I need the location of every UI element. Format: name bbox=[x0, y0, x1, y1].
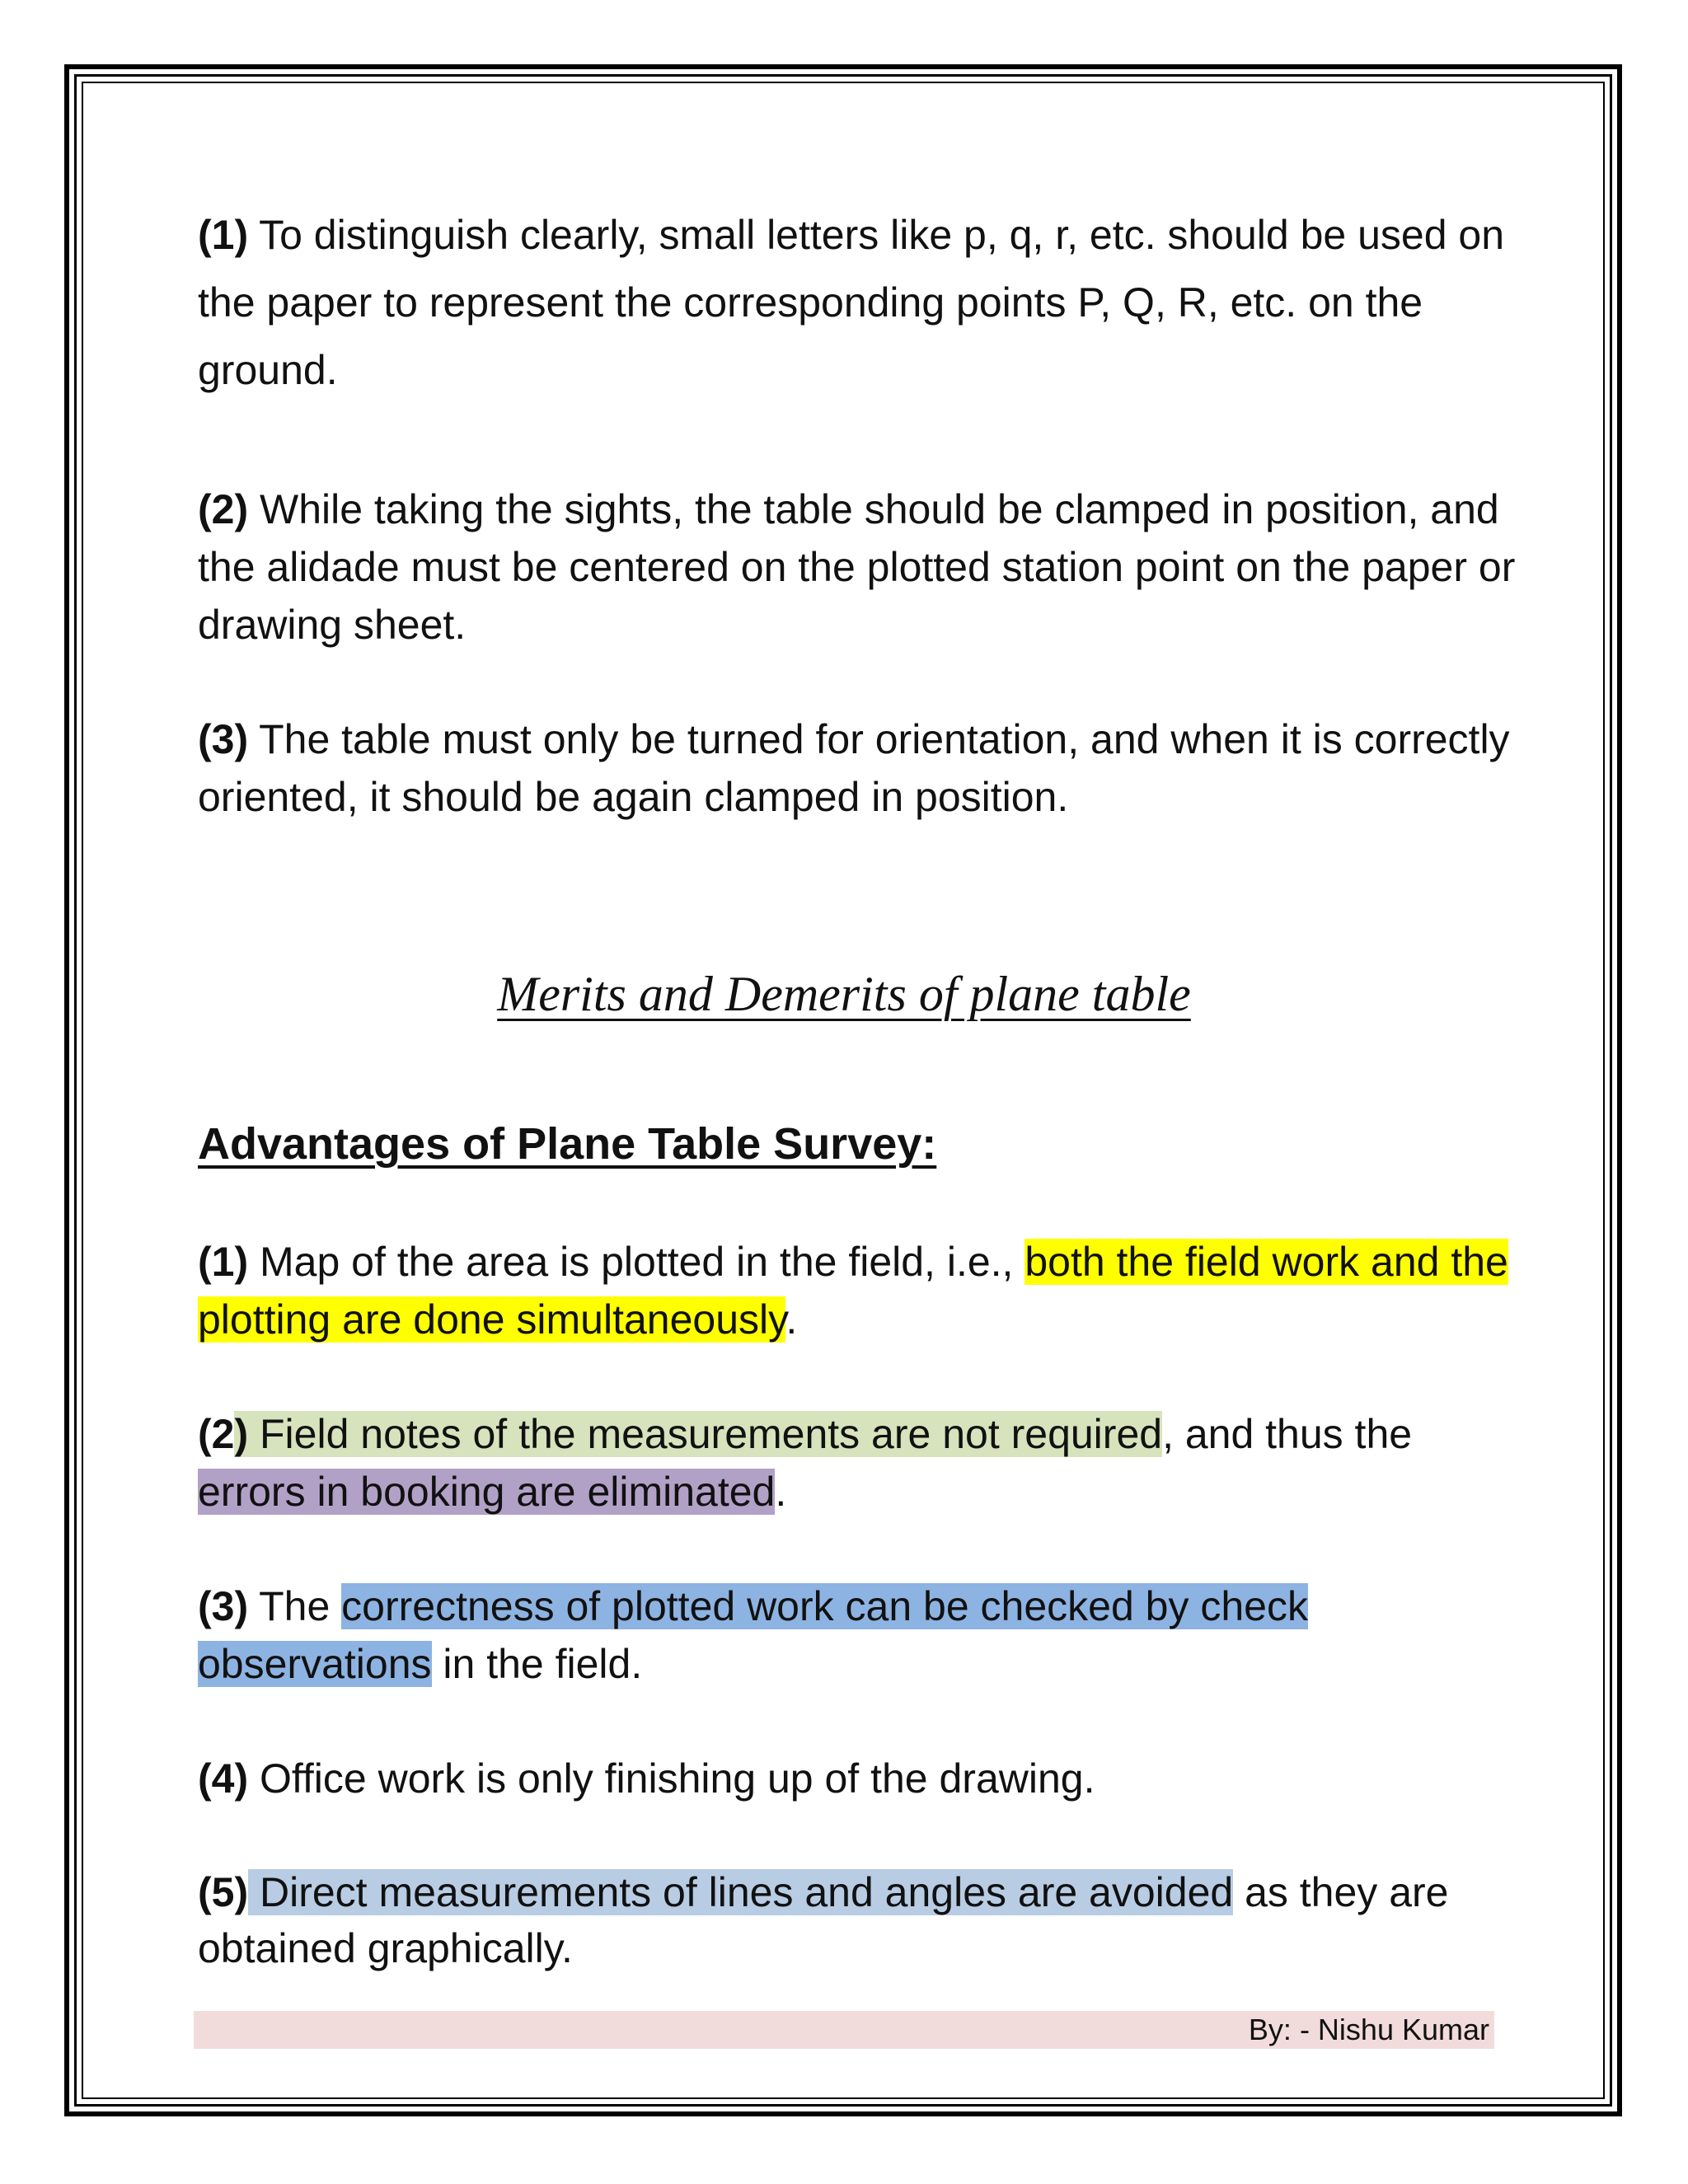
advantage-2-number: (2 bbox=[198, 1411, 235, 1457]
advantage-5-highlight: Direct measurements of lines and angles are avoided bbox=[248, 1869, 1234, 1915]
point-2-text: While taking the sights, the table should be clamped in position, and the alidade must be centered on the plotted station point on the paper or drawing sheet. bbox=[198, 486, 1516, 648]
advantage-3-text: The bbox=[248, 1583, 342, 1629]
advantage-3 bbox=[198, 1577, 1517, 1693]
advantage-4 bbox=[198, 1750, 1517, 1807]
advantage-1 bbox=[198, 1233, 1517, 1348]
advantage-3-number: (3) bbox=[198, 1583, 249, 1629]
advantage-5 bbox=[198, 1864, 1517, 1976]
footer-bar bbox=[194, 2011, 1494, 2049]
advantage-2-highlight-purple: errors in booking are eliminated bbox=[198, 1469, 776, 1515]
point-3-paragraph bbox=[198, 710, 1517, 826]
advantage-2-end: . bbox=[775, 1469, 787, 1515]
advantage-2-highlight-green: Field notes of the measurements are not required bbox=[248, 1411, 1163, 1457]
advantage-3-highlight: correctness of plotted work can be checked by check observations bbox=[198, 1583, 1308, 1687]
advantage-1-end: . bbox=[785, 1296, 798, 1343]
advantage-2 bbox=[198, 1405, 1517, 1521]
advantage-1-number: (1) bbox=[198, 1239, 249, 1285]
point-2-paragraph bbox=[198, 480, 1517, 654]
advantage-5-number: (5) bbox=[198, 1869, 249, 1915]
advantage-5-end: as they are obtained graphically. bbox=[198, 1869, 1449, 1971]
section-title: Merits and Demerits of plane table bbox=[497, 967, 1191, 1021]
point-1-text: To distinguish clearly, small letters like p, q, r, etc. should be used on the paper to represent the corresponding points P, Q, R, etc. on the ground. bbox=[198, 212, 1505, 393]
point-3-number: (3) bbox=[198, 716, 249, 762]
point-3-text: The table must only be turned for orientation, and when it is correctly oriented, it should be again clamped in position. bbox=[198, 716, 1510, 820]
point-1-number: (1) bbox=[198, 212, 249, 258]
advantage-4-number: (4) bbox=[198, 1755, 249, 1802]
advantage-4-text: Office work is only finishing up of the drawing. bbox=[248, 1755, 1095, 1802]
advantage-2-text: , and thus the bbox=[1162, 1411, 1413, 1457]
advantage-2-number-close: ) bbox=[234, 1411, 249, 1457]
point-1-paragraph bbox=[198, 201, 1517, 404]
advantage-1-highlight: both the field work and the plotting are done simultaneously bbox=[198, 1239, 1508, 1343]
advantages-heading: Advantages of Plane Table Survey: bbox=[198, 1119, 937, 1169]
footer-author: By: - Nishu Kumar bbox=[1248, 2013, 1489, 2046]
point-2-number: (2) bbox=[198, 486, 249, 532]
advantage-1-text: Map of the area is plotted in the field, i.e., bbox=[248, 1239, 1025, 1285]
advantage-3-end: in the field. bbox=[431, 1641, 643, 1687]
